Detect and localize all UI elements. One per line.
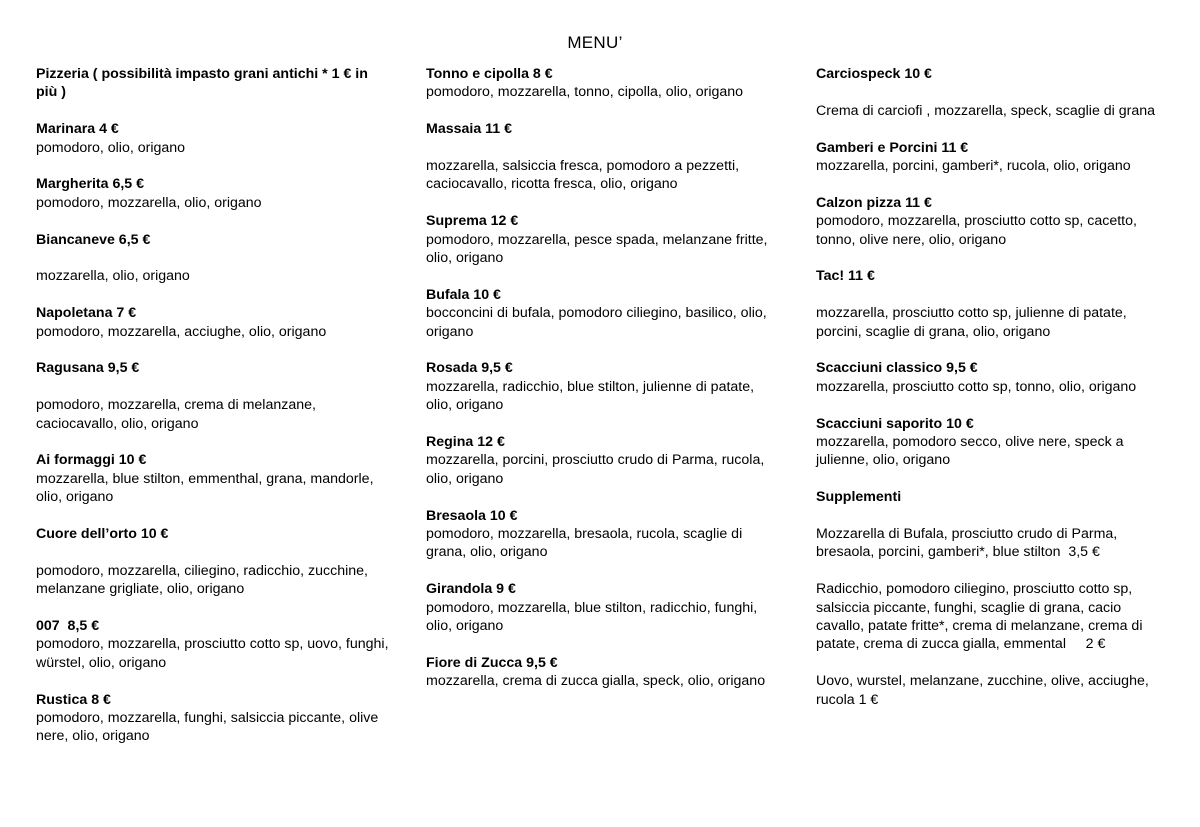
menu-item-title: 007 8,5 €: [36, 618, 100, 635]
menu-item-title: Ragusana 9,5 €: [36, 360, 140, 377]
menu-item-title: Massaia 11 €: [426, 121, 512, 138]
menu-item-title: Gamberi e Porcini 11 €: [816, 139, 969, 156]
menu-item-title: Cuore dell’orto 10 €: [36, 526, 169, 543]
menu-column-2: [426, 65, 771, 709]
menu-item-title: Scacciuni classico 9,5 €: [816, 360, 978, 377]
menu-item-description: mozzarella, porcini, gamberi*, rucola, olio, origano: [816, 158, 1131, 174]
menu-item-description: mozzarella, prosciutto cotto sp, julienne di patate, porcini, scaglie di grana, olio, origano: [816, 305, 1131, 340]
menu-item-description: Mozzarella di Bufala, prosciutto crudo di Parma, bresaola, porcini, gamberi*, blue stilton 3,5 €: [816, 526, 1122, 561]
menu-item: [426, 580, 771, 635]
menu-item: [426, 507, 771, 562]
menu-item-description: pomodoro, mozzarella, pesce spada, melanzane fritte, olio, origano: [426, 231, 772, 267]
menu-item-title: Biancaneve 6,5 €: [36, 231, 151, 248]
menu-item: [36, 120, 391, 157]
menu-item-title: Carciospeck 10 €: [816, 66, 932, 82]
menu-item-description: Radicchio, pomodoro ciliegino, prosciutto cotto sp, salsiccia piccante, funghi, scaglie di grana, cacio cavallo, patate fritte*, crema di melanzane, crema di patate, crema di zucca gialla, emmental 2 €: [816, 581, 1147, 653]
menu-item-description: pomodoro, mozzarella, acciughe, olio, origano: [36, 323, 327, 340]
page-title: MENU’: [567, 33, 623, 52]
menu-item-description: mozzarella, prosciutto cotto sp, tonno, olio, origano: [816, 378, 1137, 395]
menu-item: [816, 65, 1156, 120]
menu-item-description: mozzarella, crema di zucca gialla, speck, olio, origano: [426, 673, 766, 690]
menu-item-title: Rustica 8 €: [36, 691, 111, 708]
menu-item-description: pomodoro, mozzarella, blue stilton, radicchio, funghi, olio, origano: [426, 599, 762, 635]
menu-item: [816, 359, 1156, 396]
menu-item: [36, 525, 391, 599]
menu-item-title: Ai formaggi 10 €: [36, 452, 147, 469]
menu-item-description: bocconcini di bufala, pomodoro ciliegino, basilico, olio, origano: [426, 305, 771, 340]
menu-item-description: Uovo, wurstel, melanzane, zucchine, olive, acciughe, rucola 1 €: [816, 673, 1153, 708]
menu-item: [36, 65, 391, 102]
menu-item: [36, 175, 391, 212]
menu-item-title: Supplementi: [816, 489, 902, 506]
menu-item-description: mozzarella, salsicciа fresca, pomodoro a pezzetti, caciocavallo, ricotta fresca, olio, origano: [426, 158, 743, 193]
menu-item-description: mozzarella, olio, origano: [36, 268, 190, 285]
menu-item: [816, 415, 1156, 470]
menu-item-title: Calzon pizza 11 €: [816, 194, 932, 211]
menu-item: [36, 617, 391, 672]
menu-item-title: Napoletana 7 €: [36, 305, 137, 322]
menu-item: [426, 286, 771, 341]
menu-item: [426, 120, 771, 194]
menu-item-description: mozzarella, blue stilton, emmenthal, grana, mandorle, olio, origano: [36, 470, 378, 506]
menu-item: [426, 654, 771, 691]
menu-item: [36, 691, 391, 746]
menu-item-description: mozzarella, porcini, prosciutto crudo di Parma, rucola, olio, origano: [426, 452, 769, 487]
menu-item-title: Scacciuni saporito 10 €: [816, 415, 974, 432]
menu-item-description: pomodoro, mozzarella, prosciutto cotto sp, cacetto, tonno, olive nere, olio, origano: [816, 213, 1141, 248]
menu-item: [426, 359, 771, 414]
menu-column-3: [816, 65, 1156, 727]
menu-item-description: pomodoro, mozzarella, ciliegino, radicchio, zucchine, melanzane grigliate, olio, origano: [36, 562, 372, 598]
menu-item: [36, 359, 391, 433]
menu-item-title: Tac! 11 €: [816, 268, 875, 285]
menu-item-description: mozzarella, pomodoro secco, olive nere, speck a julienne, olio, origano: [816, 434, 1128, 469]
menu-item: [36, 304, 391, 341]
menu-item-title: Bufala 10 €: [426, 286, 501, 303]
menu-item-title: Pizzeria ( possibilità impasto grani antichi * 1 € in più ): [36, 66, 372, 101]
menu-item-title: Marinara 4 €: [36, 121, 119, 138]
menu-item-title: Bresaola 10 €: [426, 507, 518, 524]
menu-item-description: mozzarella, radicchio, blue stilton, julienne di patate, olio, origano: [426, 378, 759, 414]
menu-item: [816, 488, 1156, 562]
menu-item-description: pomodoro, olio, origano: [36, 139, 186, 156]
menu-item: [36, 451, 391, 506]
menu-item-title: Margherita 6,5 €: [36, 176, 145, 193]
menu-item-title: Girandola 9 €: [426, 581, 516, 598]
menu-item: [36, 231, 391, 286]
menu-item: [426, 65, 771, 102]
menu-item-description: pomodoro, mozzarella, crema di melanzane, caciocavallo, olio, origano: [36, 397, 320, 432]
menu-item-description: pomodoro, mozzarella, bresaola, rucola, scaglie di grana, olio, origano: [426, 526, 747, 561]
menu-item: [816, 139, 1156, 176]
menu-item-title: Regina 12 €: [426, 434, 505, 451]
menu-item: [426, 433, 771, 488]
menu-item-description: pomodoro, mozzarella, olio, origano: [36, 194, 262, 211]
menu-item: [816, 267, 1156, 341]
menu-item-description: pomodoro, mozzarella, tonno, cipolla, olio, origano: [426, 84, 744, 101]
menu-item-description: Crema di carciofi , mozzarella, speck, scaglie di grana: [816, 102, 1156, 119]
menu-item-description: pomodoro, mozzarella, funghi, salsiccia piccante, olive nere, olio, origano: [36, 710, 383, 745]
menu-column-1: [36, 65, 391, 764]
menu-item: [426, 212, 771, 267]
menu-item-description: pomodoro, mozzarella, prosciutto cotto sp, uovo, funghi, würstel, olio, origano: [36, 636, 393, 671]
menu-item-title: Tonno e cipolla 8 €: [426, 66, 553, 82]
menu-item-title: Fiore di Zucca 9,5 €: [426, 654, 558, 671]
menu-item: [816, 194, 1156, 249]
menu-item: [816, 580, 1156, 654]
menu-item: [816, 672, 1156, 709]
menu-item-title: Rosada 9,5 €: [426, 360, 513, 377]
menu-item-title: Suprema 12 €: [426, 213, 519, 230]
